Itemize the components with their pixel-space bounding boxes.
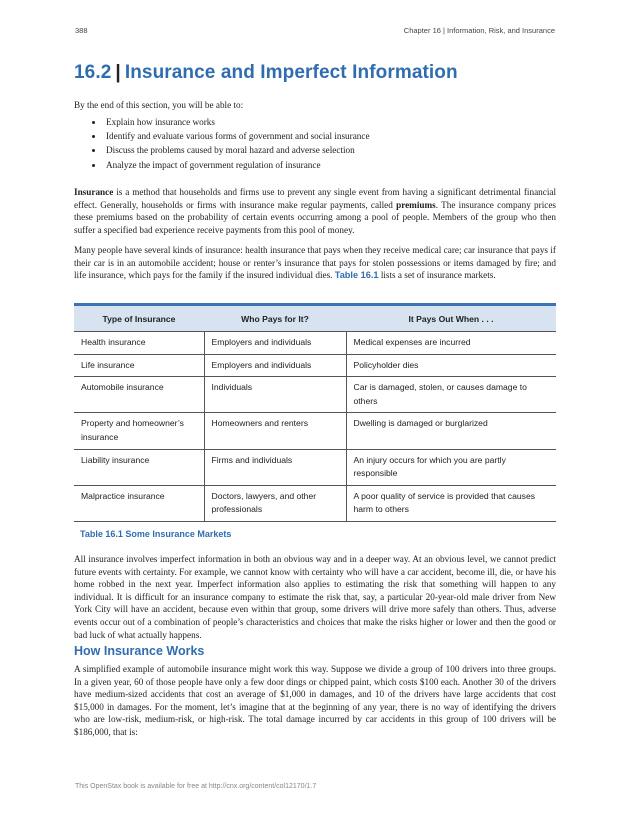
table-cell: Homeowners and renters — [204, 413, 346, 449]
table-cell: Health insurance — [74, 332, 204, 355]
section-title — [74, 62, 458, 84]
table-cell: Doctors, lawyers, and other professionals — [204, 485, 346, 521]
section-title-text: Insurance and Imperfect Information — [124, 62, 458, 83]
para3-text: All insurance involves imperfect information in both an obvious way and in a deeper way. At an obvious level, we cannot predict future events with certainty. For example, we cannot know with certainty who will have a car accident, become ill, die, or have his home robbed in the next year. Imperfect information also applies to estimating the risk that something will happen to any individual. It is difficult for an insurance company to estimate the risk that, say, a particular 20-year-old male driver from New York City will have an accident, because even within that group, some drivers will drive more safely than others. Thus, adverse events occur out of a combination of people’s characteristics and choices that make the risks higher or lower and then the good or bad luck of what actually happens. — [74, 554, 556, 640]
objective-item: • Analyze the impact of government regulation of insurance — [104, 158, 556, 172]
table-cell: An injury occurs for which you are partly responsible — [346, 449, 556, 485]
insurance-markets-table-block — [74, 303, 556, 539]
table-cell: Employers and individuals — [204, 354, 346, 377]
table-cell: Dwelling is damaged or burglarized — [346, 413, 556, 449]
header-type: Type of Insurance — [74, 305, 204, 332]
running-header: Chapter 16 | Information, Risk, and Insurance — [403, 26, 555, 35]
subsection-title: How Insurance Works — [74, 644, 205, 658]
table-cell: Liability insurance — [74, 449, 204, 485]
table-caption: Table 16.1 Some Insurance Markets — [80, 528, 232, 539]
para2-text-after: lists a set of insurance markets. — [378, 270, 496, 281]
table-cell: A poor quality of service is provided that causes harm to others — [346, 485, 556, 521]
para1-text2: . The insurance company prices these premiums based on the probability of certain events occurring among a pool of people. Members of the group who then suffer a specified bad experience receive payments from this pool of money. — [74, 199, 556, 235]
footer-note: This OpenStax book is available for free at http://cnx.org/content/col12170/1.7 — [75, 783, 317, 790]
term-premiums: premiums — [396, 199, 436, 210]
objectives-list — [74, 115, 556, 173]
table-row — [74, 332, 556, 355]
table-link[interactable]: Table 16.1 — [334, 270, 379, 281]
table-cell: Firms and individuals — [204, 449, 346, 485]
table-cell: Employers and individuals — [204, 332, 346, 355]
para1-text1: is a method that households and firms use to prevent any single event from having a significant detrimental financial effect. Generally, households or firms with insurance make regular payments, called — [74, 187, 556, 210]
how-insurance-works-section — [74, 644, 556, 739]
objective-item: • Explain how insurance works — [104, 115, 556, 129]
title-separator: | — [115, 62, 121, 83]
table-row — [74, 377, 556, 413]
table-row — [74, 413, 556, 449]
objectives-intro: By the end of this section, you will be able to: — [74, 100, 244, 110]
intro-paragraph — [74, 186, 556, 236]
learning-objectives — [74, 99, 556, 172]
table-cell: Policyholder dies — [346, 354, 556, 377]
table-cell: Car is damaged, stolen, or causes damage to others — [346, 377, 556, 413]
table-row — [74, 449, 556, 485]
table-row — [74, 485, 556, 521]
table-cell: Malpractice insurance — [74, 485, 204, 521]
table-cell: Medical expenses are incurred — [346, 332, 556, 355]
table-cell: Individuals — [204, 377, 346, 413]
imperfect-info-paragraph — [74, 553, 556, 641]
insurance-markets-table — [74, 303, 556, 522]
table-row — [74, 354, 556, 377]
term-insurance: Insurance — [74, 187, 114, 197]
header-pays-out: It Pays Out When . . . — [346, 305, 556, 332]
header-who-pays: Who Pays for It? — [204, 305, 346, 332]
para2-text: Many people have several kinds of insurance: health insurance that pays when they receive medical care; car insurance that pays if their car is in an automobile accident; house or renter’s insurance that pays for stolen possessions or items damaged by fire; and life insurance, which pays for the family if the insured individual dies. — [74, 245, 556, 281]
section-number: 16.2 — [74, 62, 112, 83]
objective-item: • Discuss the problems caused by moral hazard and adverse selection — [104, 143, 556, 157]
page-number: 388 — [75, 26, 88, 35]
table-cell: Automobile insurance — [74, 377, 204, 413]
table-header-row — [74, 305, 556, 332]
objective-item: • Identify and evaluate various forms of government and social insurance — [104, 129, 556, 143]
table-cell: Property and homeowner’s insurance — [74, 413, 204, 449]
insurance-kinds-paragraph — [74, 244, 556, 282]
para4-text: A simplified example of automobile insurance might work this way. Suppose we divide a group of 100 drivers into three groups. In a given year, 60 of those people have only a few door dings or chipped paint, which costs $100 each. Another 30 of the drivers have medium-sized accidents that cost an average of $1,000 in damages, and 10 of the drivers have large accidents that cost $15,000 in damages. For the moment, let’s imagine that at the beginning of any year, there is no way of identifying the drivers who are low-risk, medium-risk, or high-risk. The total damage incurred by car accidents in this group of 100 drivers will be $186,000, that is: — [74, 664, 556, 737]
table-cell: Life insurance — [74, 354, 204, 377]
